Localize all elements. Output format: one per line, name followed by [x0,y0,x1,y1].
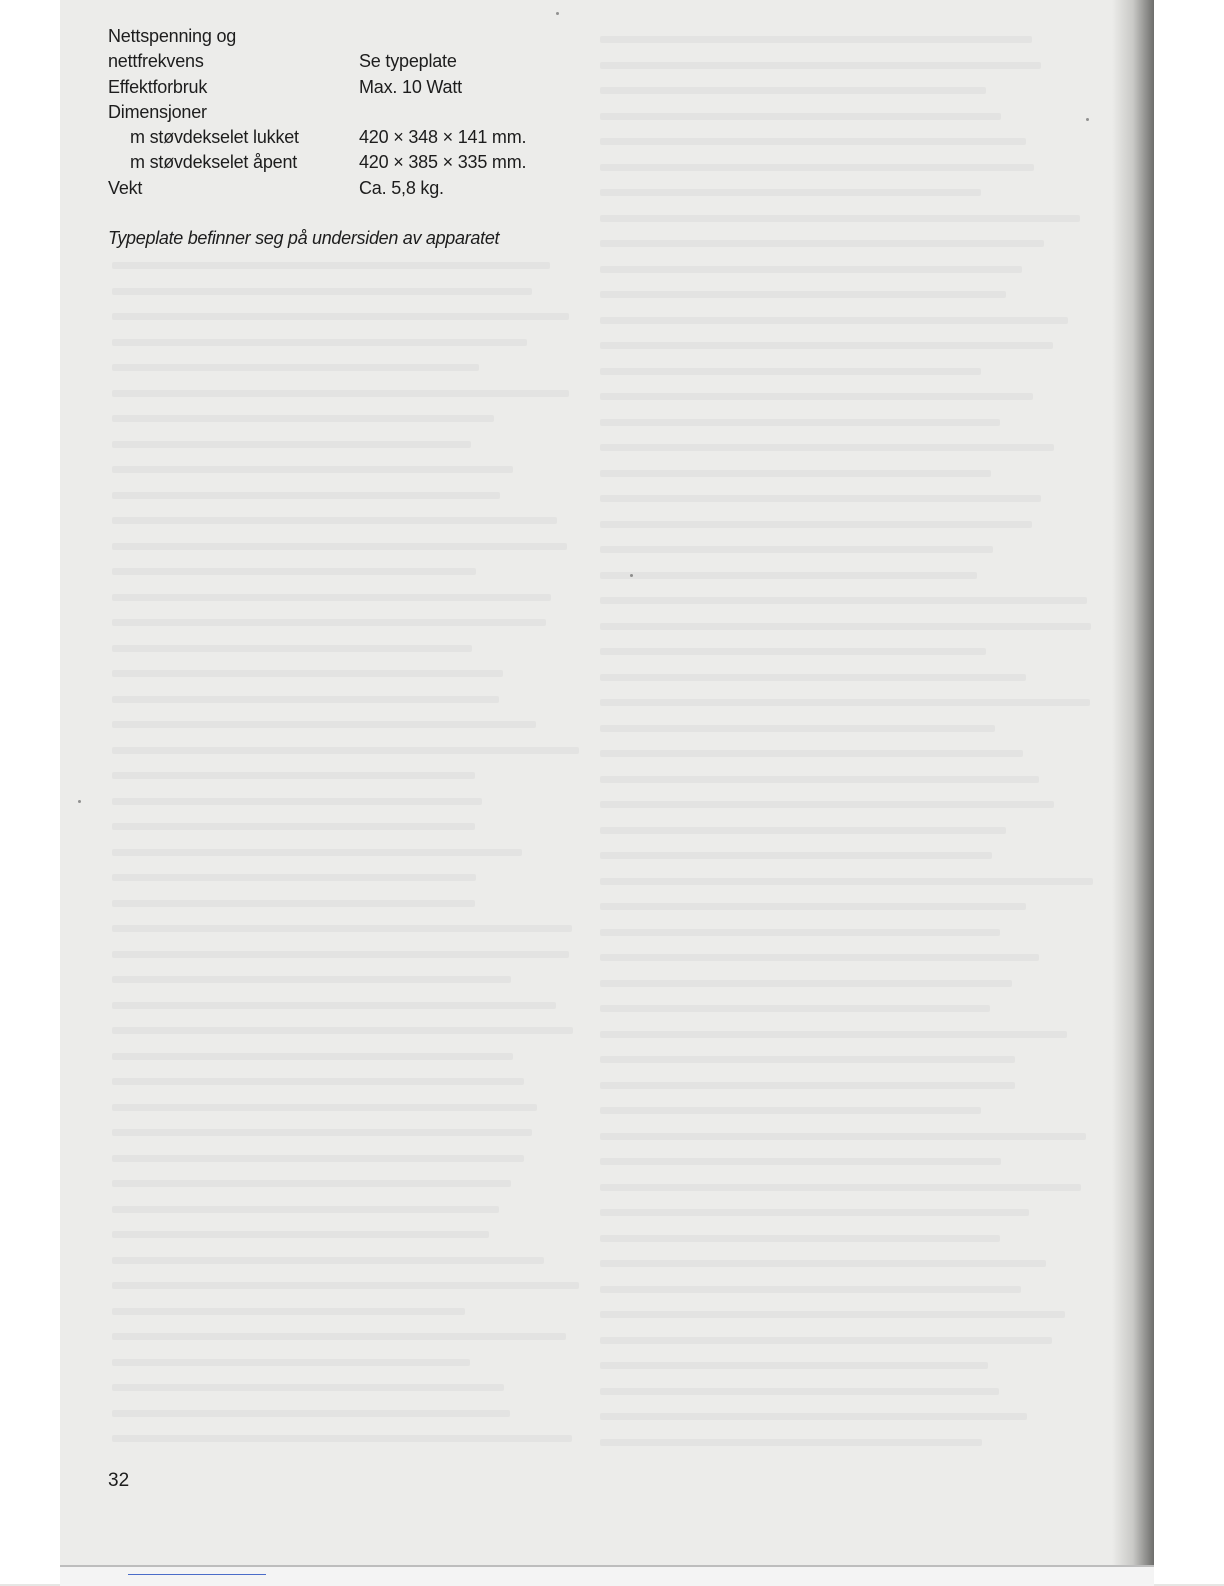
show-through-line [112,721,536,728]
show-through-line [112,976,511,983]
show-through-line [600,623,1091,630]
show-through-line [600,1286,1021,1293]
show-through-line [112,696,499,703]
show-through-line [600,317,1068,324]
show-through-line [600,495,1041,502]
show-through-line [112,1435,572,1442]
show-through-line [600,1031,1067,1038]
spec-label: nettfrekvens [108,51,204,72]
show-through-line [600,342,1053,349]
show-through-line [600,393,1033,400]
show-through-line [112,1078,524,1085]
show-through-line [600,878,1093,885]
show-through-line [112,466,513,473]
show-through-line [600,572,977,579]
spec-row [108,150,526,175]
show-through-line [600,546,993,553]
show-through-line [112,492,500,499]
spec-row [108,49,526,74]
spec-value: 420 × 348 × 141 mm. [359,127,527,148]
scrollbar-indicator [128,1574,266,1575]
show-through-line [112,1129,532,1136]
spec-row [108,176,526,201]
show-through-line [112,1053,513,1060]
show-through-line [600,291,1006,298]
spec-row [108,75,526,100]
show-through-line [112,849,522,856]
show-through-line [600,1107,981,1114]
show-through-line [600,827,1006,834]
show-through-line [112,925,572,932]
show-through-line [112,441,471,448]
spec-row [108,100,526,125]
show-through-line [600,597,1087,604]
show-through-line [600,1209,1029,1216]
show-through-line [112,364,479,371]
show-through-line [600,980,1012,987]
show-through-line [112,415,494,422]
show-through-line [600,215,1080,222]
show-through-line [112,823,475,830]
show-through-line [112,1104,537,1111]
spec-label: m støvdekselet åpent [130,152,298,173]
spec-value: Se typeplate [359,51,457,72]
show-through-line [112,390,569,397]
show-through-line [112,645,472,652]
show-through-line [600,113,1001,120]
show-through-line [600,419,1000,426]
spec-label: m støvdekselet lukket [130,127,299,148]
show-through-line [112,1308,465,1315]
show-through-line [112,670,503,677]
show-through-line [112,288,532,295]
show-through-line [600,36,1032,43]
show-through-line [600,954,1039,961]
show-through-line [600,1005,990,1012]
show-through-line [600,1337,1052,1344]
show-through-line [600,674,1026,681]
show-through-line [112,1206,499,1213]
show-through-line [112,339,527,346]
show-through-line [600,1082,1015,1089]
spec-label: Dimensjoner [108,101,207,122]
show-through-line [112,313,569,320]
show-through-line [600,1362,988,1369]
show-through-line [600,62,1041,69]
typeplate-note: Typeplate befinner seg på undersiden av apparatet [108,228,500,248]
show-through-line [112,543,567,550]
print-speck [556,12,559,15]
show-through-line [600,1133,1086,1140]
show-through-line [600,1439,982,1446]
show-through-line [112,951,569,958]
show-through-line [112,1333,566,1340]
show-through-line [112,1002,556,1009]
show-through-line [600,1235,1000,1242]
show-through-line [600,1311,1065,1318]
show-through-line [600,750,1023,757]
show-through-line [600,87,986,94]
show-through-line [600,1056,1015,1063]
show-through-line [112,1155,524,1162]
show-through-line [600,776,1039,783]
print-speck [78,800,81,803]
spec-value: 420 × 385 × 335 mm. [359,152,527,173]
show-through-line [600,1184,1081,1191]
spec-row [108,24,526,49]
spec-row [108,125,526,150]
show-through-line [600,470,991,477]
show-through-line [600,1260,1046,1267]
show-through-line [112,1231,489,1238]
right-margin [1154,0,1224,1584]
show-through-line [112,1410,510,1417]
specifications-table [108,24,526,201]
show-through-line [112,1257,544,1264]
show-through-line [112,772,475,779]
show-through-line [600,1413,1027,1420]
show-through-line [112,798,482,805]
show-through-line [112,594,551,601]
show-through-line [600,444,1054,451]
page-bottom-edge [60,1565,1154,1586]
show-through-line [600,903,1026,910]
show-through-line [600,368,981,375]
page-number: 32 [108,1470,130,1491]
left-margin [0,0,60,1584]
show-through-line [600,852,992,859]
show-through-line [600,240,1044,247]
show-through-line [112,1384,504,1391]
spec-value: Max. 10 Watt [359,76,462,97]
show-through-line [600,266,1022,273]
show-through-line [600,648,986,655]
show-through-line [600,521,1032,528]
show-through-line [600,725,995,732]
show-through-line [112,262,550,269]
show-through-line [112,747,579,754]
show-through-line [600,189,981,196]
show-through-line [600,929,1000,936]
print-speck [630,574,633,577]
show-through-line [112,1180,511,1187]
show-through-line [600,1158,1001,1165]
show-through-line [112,1359,470,1366]
show-through-line [600,1388,999,1395]
spec-label: Vekt [108,177,143,198]
show-through-line [112,619,546,626]
spec-label: Nettspenning og [108,26,237,46]
show-through-line [600,801,1054,808]
spec-value: Ca. 5,8 kg. [359,177,444,198]
show-through-line [112,1027,573,1034]
show-through-line [600,164,1034,171]
show-through-line [112,874,476,881]
show-through-line [112,1282,579,1289]
show-through-line [600,138,1026,145]
spec-label: Effektforbruk [108,76,208,97]
show-through-line [112,517,557,524]
show-through-line [600,699,1090,706]
show-through-line [112,568,476,575]
print-speck [1086,118,1089,121]
show-through-line [112,900,475,907]
